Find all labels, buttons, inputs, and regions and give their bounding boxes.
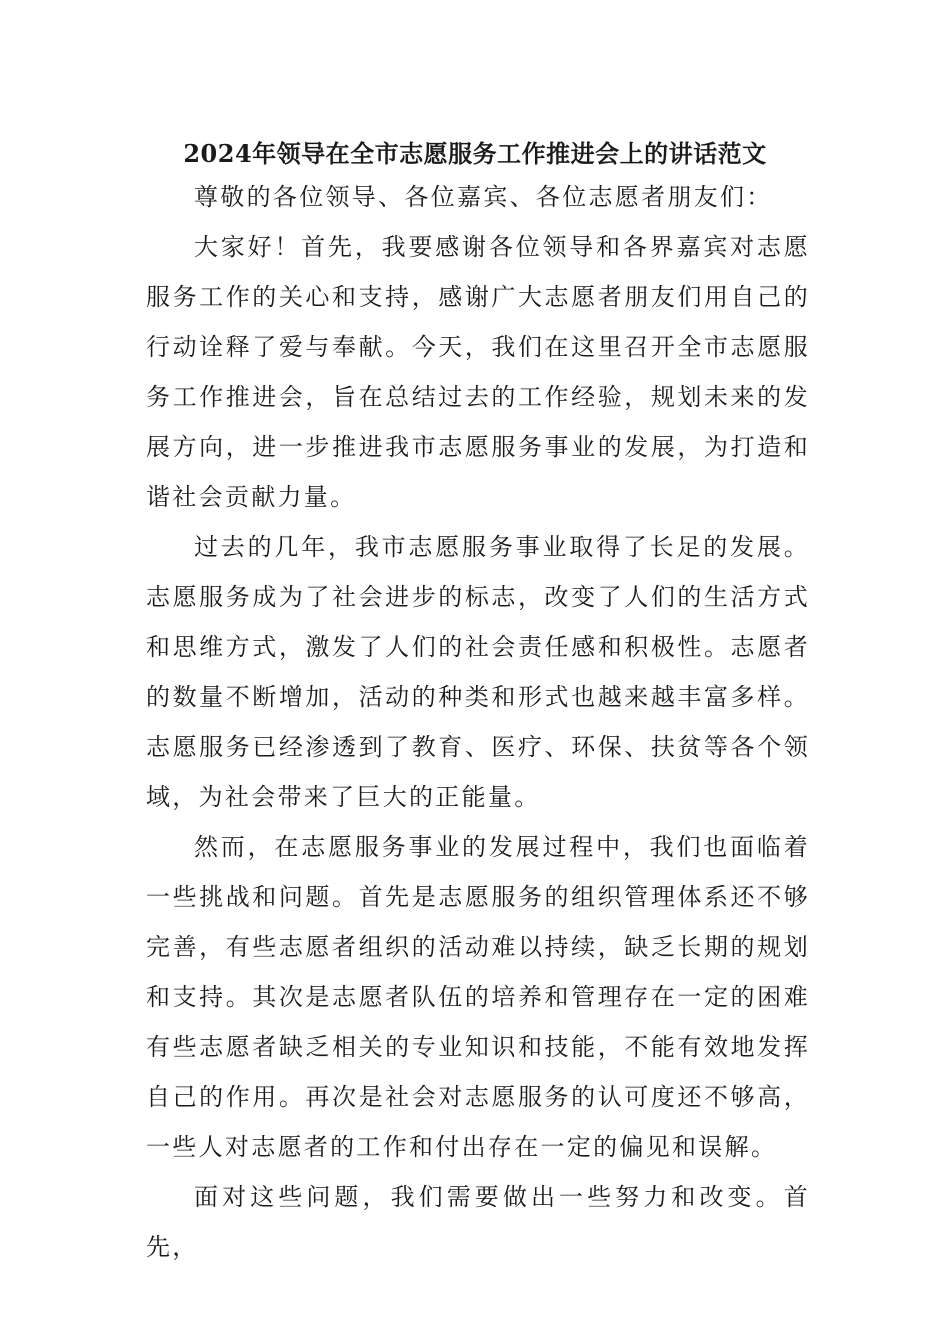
document-title: 2024年领导在全市志愿服务工作推进会上的讲话范文 — [183, 139, 767, 168]
paragraph-3: 然而，在志愿服务事业的发展过程中，我们也面临着一些挑战和问题。首先是志愿服务的组织管理体系还不够完善，有些志愿者组织的活动难以持续，缺乏长期的规划和支持。其次是志愿者队伍的培养和管理存在一定的困难有些志愿者缺乏相关的专业知识和技能，不能有效地发挥自己的作用。再次是社会对志愿服务的认可度还不够高，一些人对志愿者的工作和付出存在一定的偏见和误解。 — [146, 833, 810, 1161]
paragraph-2: 过去的几年，我市志愿服务事业取得了长足的发展。志愿服务成为了社会进步的标志，改变了人们的生活方式和思维方式，激发了人们的社会责任感和积极性。志愿者的数量不断增加，活动的种类和形式也越来越丰富多样。志愿服务已经渗透到了教育、医疗、环保、扶贫等各个领域，为社会带来了巨大的正能量。 — [146, 533, 810, 811]
salutation: 尊敬的各位领导、各位嘉宾、各位志愿者朋友们： — [194, 183, 773, 211]
paragraph-4: 面对这些问题，我们需要做出一些努力和改变。首先， — [146, 1183, 810, 1261]
paragraph-1: 大家好！首先，我要感谢各位领导和各界嘉宾对志愿服务工作的关心和支持，感谢广大志愿者朋友们用自己的行动诠释了爱与奉献。今天，我们在这里召开全市志愿服务工作推进会，旨在总结过去的工作经验，规划未来的发展方向，进一步推进我市志愿服务事业的发展，为打造和谐社会贡献力量。 — [146, 233, 810, 511]
